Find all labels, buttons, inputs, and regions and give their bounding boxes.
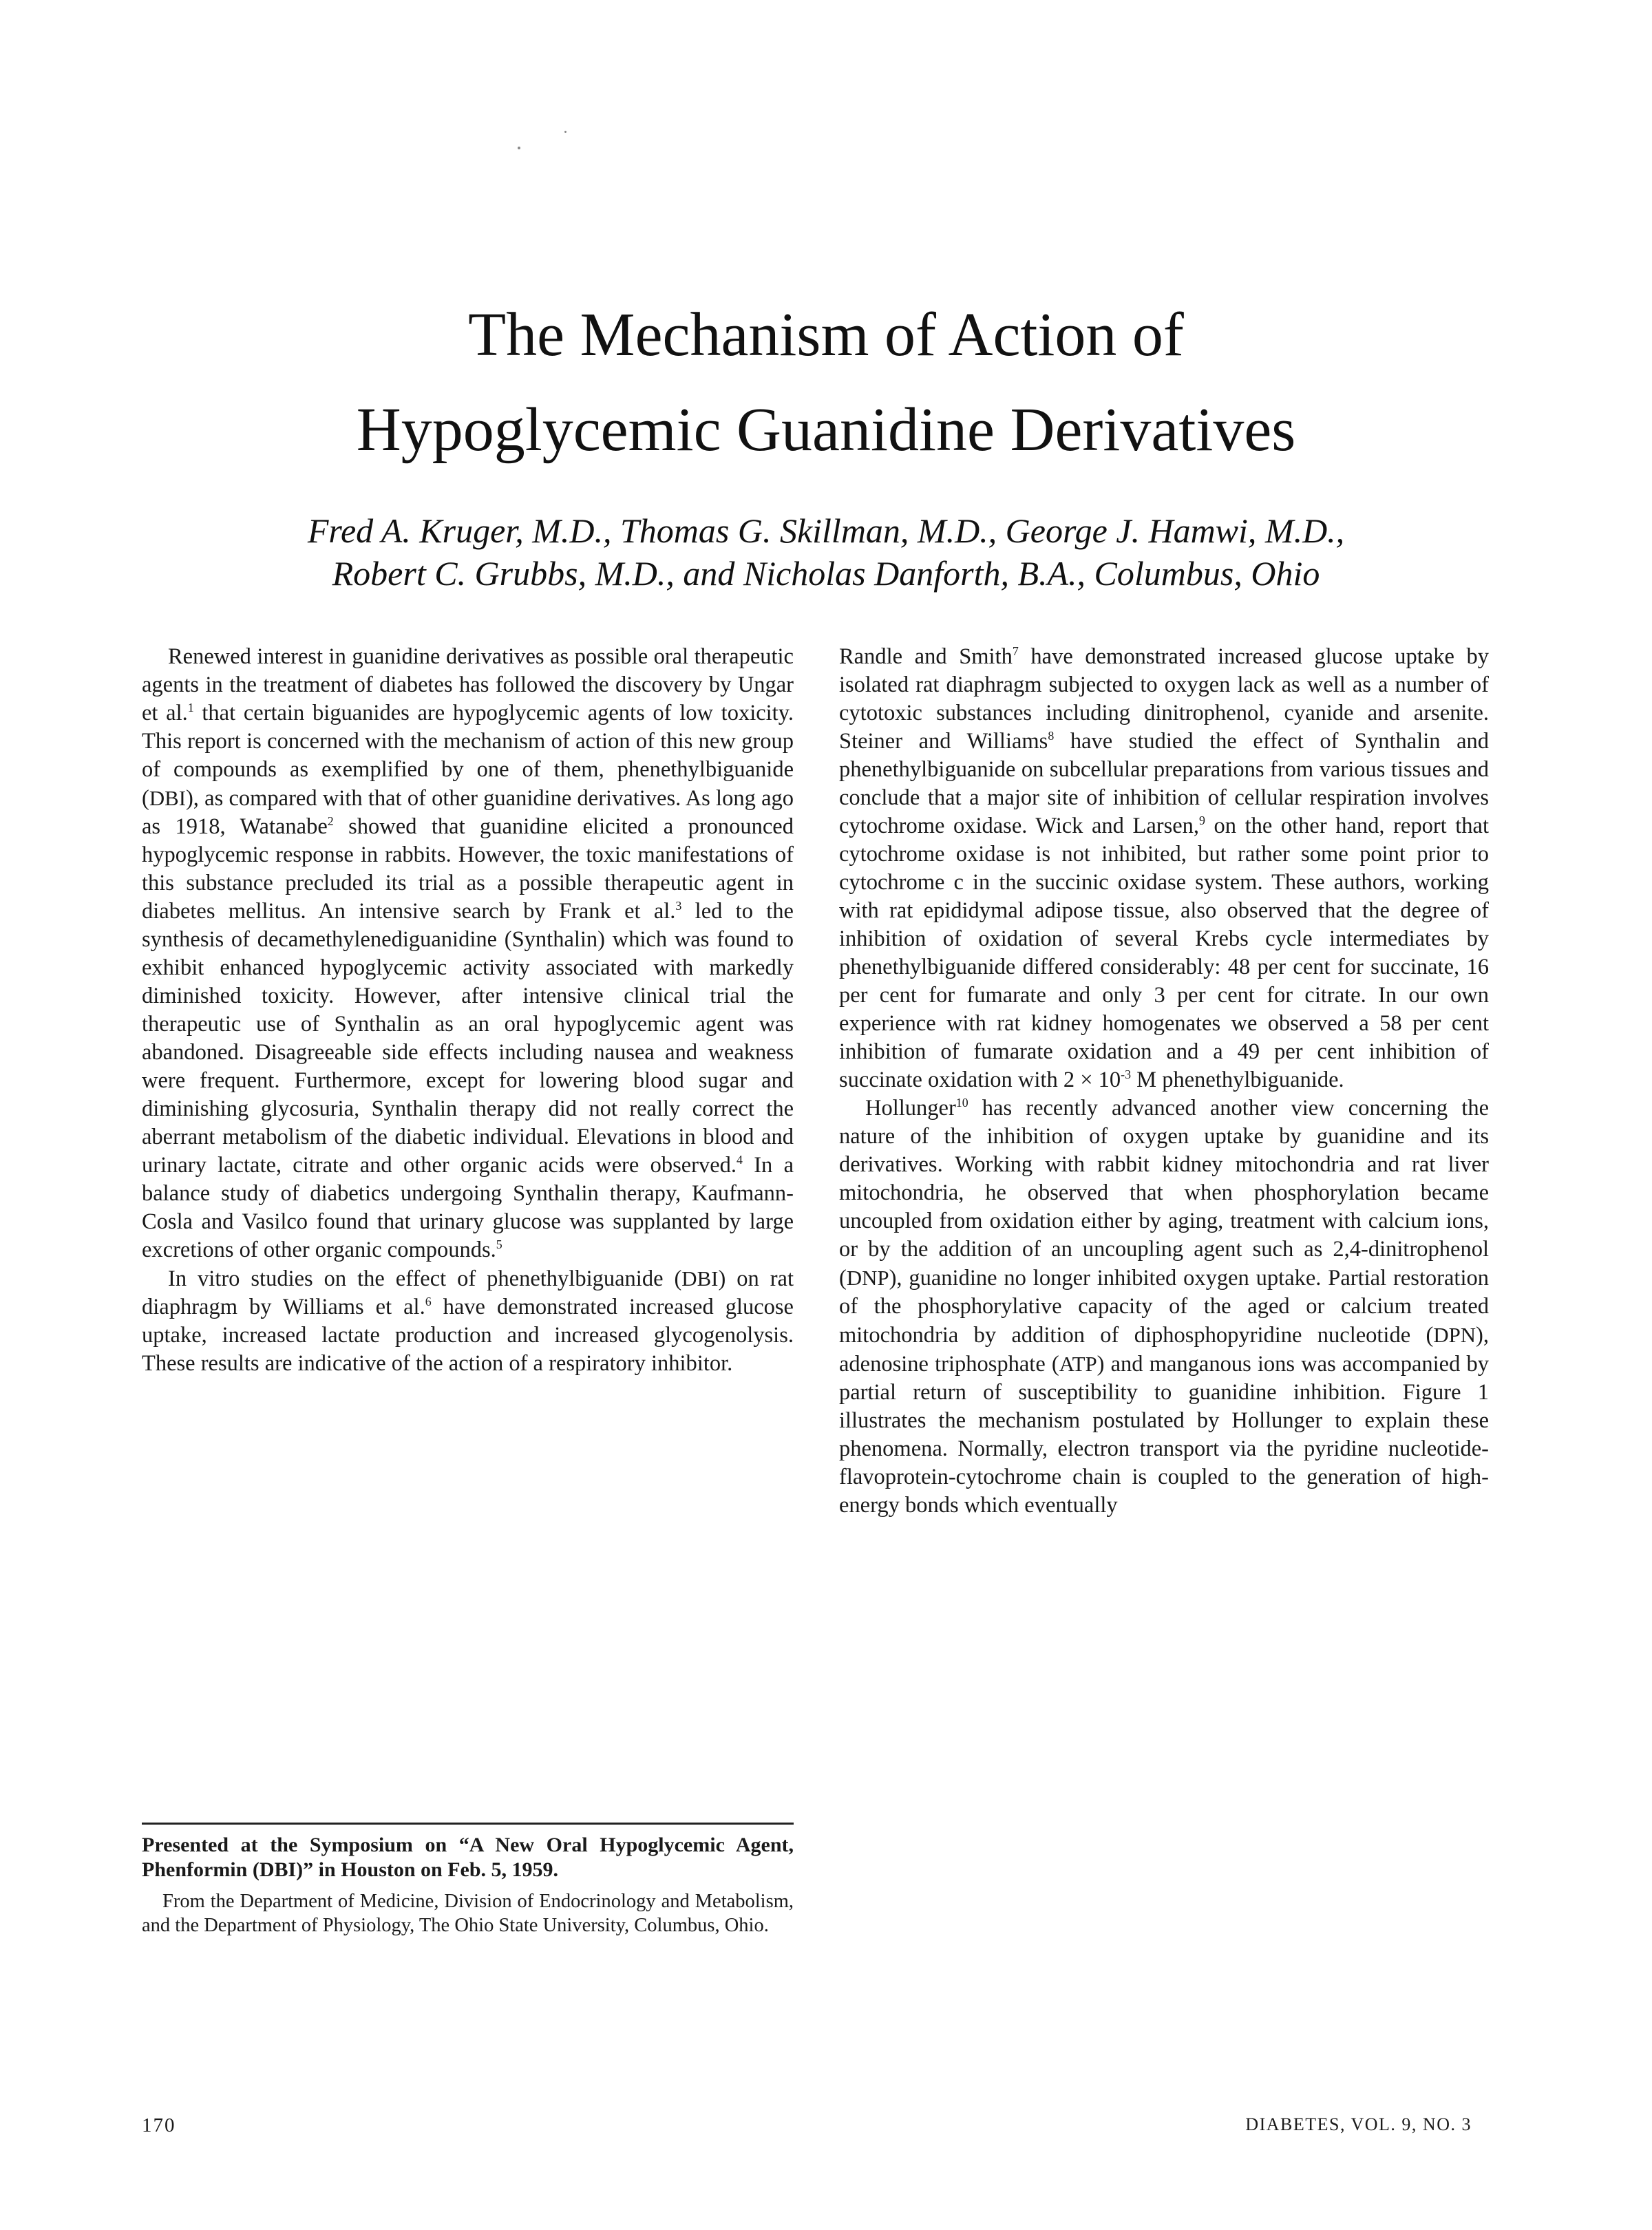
citation-ref: 1 [187, 701, 194, 715]
left-column [142, 643, 794, 1378]
footnote-presented: Presented at the Symposium on “A New Oral Hypoglycemic Agent, Phenformin (DBI)” in Houston on Feb. 5, 1959. [142, 1834, 794, 1881]
abbreviation: DBI [149, 786, 186, 810]
paragraph-in-vitro [142, 1264, 794, 1378]
text-run: ), as compared with that of other guanidine derivatives. As long ago as 1918, Watanabe [142, 786, 794, 839]
citation-ref: 9 [1199, 814, 1205, 828]
citation-ref: 4 [737, 1153, 743, 1167]
paragraph-continued [839, 643, 1489, 1094]
text-run: ), guanidine no longer inhibited oxygen uptake. Partial restoration of the phosphorylative capacity of the aged or calcium treated mitochondria by addition of diphosphopyridine nucleotide ( [839, 1266, 1489, 1348]
citation-ref: 3 [675, 899, 682, 913]
citation-ref: 2 [327, 814, 334, 829]
paragraph-hollunger [839, 1094, 1489, 1520]
abbreviation: DPN [1433, 1323, 1476, 1347]
text-run: showed that guanidine elicited a pronounced hypoglycemic response in rabbits. However, the toxic manifestations of this substance precluded its trial as a possible therapeutic agent in diabetes mellitus. An intensive search by Frank et al. [142, 814, 794, 924]
running-footer: DIABETES, VOL. 9, NO. 3 [1245, 2114, 1472, 2134]
text-run: Renewed interest in guanidine derivatives as possible oral therapeutic agents in the treatment of diabetes has followed the discovery by Ungar et al. [142, 644, 794, 725]
citation-ref: 5 [496, 1238, 502, 1252]
abbreviation: DBI [681, 1266, 719, 1291]
text-run: have demonstrated increased glucose uptake by isolated rat diaphragm subjected to oxygen lack as well as a number of cytotoxic substances including dinitrophenol, cyanide and arsenite. Steiner and Williams [839, 644, 1489, 754]
abbreviation: ATP [1059, 1352, 1097, 1376]
exponent: -3 [1121, 1068, 1132, 1082]
article-title [262, 288, 1390, 478]
text-run: ) and manganous ions was accompanied by partial return of susceptibility to guanidine inhibition. Figure 1 illustrates the mechanism postulated by Hollunger to explain these phenomena. Normally, electron transport via the pyridine nucleotide-flavoprotein-cytochrome chain is coupled to the generation of high-energy bonds which eventually [839, 1352, 1489, 1518]
text-run: ), adenosine triphosphate ( [839, 1323, 1489, 1377]
text-run: M phenethylbiguanide. [1131, 1068, 1344, 1092]
authors-line-2: Robert C. Grubbs, M.D., and Nicholas Danforth, B.A., Columbus, Ohio [332, 554, 1320, 593]
footnote [142, 1833, 794, 1937]
paragraph-intro [142, 643, 794, 1264]
abbreviation: DNP [846, 1266, 889, 1290]
citation-ref: 10 [955, 1096, 968, 1110]
text-run: Randle and Smith [839, 644, 1013, 669]
citation-ref: 6 [425, 1295, 432, 1309]
scan-speck [518, 147, 520, 149]
text-run: Hollunger [865, 1096, 956, 1121]
authors-line-1: Fred A. Kruger, M.D., Thomas G. Skillman, M.D., George J. Hamwi, M.D., [307, 511, 1345, 550]
text-run: led to the synthesis of decamethylenediguanidine (Synthalin) which was found to exhibit enhanced hypoglycemic activity associated with markedly diminished toxicity. However, after intensive clinical trial the therapeutic use of Synthalin as an oral hypoglycemic agent was abandoned. Disagreeable side effects including nausea and weakness were frequent. Furthermore, except for lowering blood sugar and diminishing glycosuria, Synthalin therapy did not really correct the aberrant metabolism of the diabetic individual. Elevations in blood and urinary lactate, citrate and other organic acids were observed. [142, 899, 794, 1178]
citation-ref: 7 [1012, 644, 1019, 659]
scan-speck [564, 131, 566, 133]
footnote-affiliation: From the Department of Medicine, Division of Endocrinology and Metabolism, and the Department of Physiology, The Ohio State University, Columbus, Ohio. [142, 1891, 794, 1936]
title-line-1: The Mechanism of Action of [468, 301, 1184, 369]
text-run: In a balance study of diabetics undergoing Synthalin therapy, Kaufmann-Cosla and Vasilco found that urinary glucose was supplanted by large excretions of other organic compounds. [142, 1153, 794, 1262]
author-byline [138, 509, 1514, 595]
text-run: ) on rat diaphragm by Williams et al. [142, 1266, 794, 1319]
citation-ref: 8 [1048, 729, 1055, 743]
text-run: have demonstrated increased glucose uptake, increased lactate production and increased glycogenolysis. These results are indicative of the action of a respiratory inhibitor. [142, 1295, 794, 1376]
text-run: that certain biguanides are hypoglycemic agents of low toxicity. This report is concerned with the mechanism of action of this new group of compounds as exemplified by one of them, phenethylbiguanide ( [142, 701, 794, 811]
text-run: on the other hand, report that cytochrome oxidase is not inhibited, but rather some point prior to cytochrome c in the succinic oxidase system. These authors, working with rat epididymal adipose tissue, also observed that the degree of inhibition of oxidation of several Krebs cycle intermediates by phenethylbiguanide differed considerably: 48 per cent for succinate, 16 per cent for fumarate and only 3 per cent for citrate. In our own experience with rat kidney homogenates we observed a 58 per cent inhibition of fumarate oxidation and a 49 per cent inhibition of succinate oxidation with 2 × 10 [839, 814, 1489, 1092]
text-run: has recently advanced another view concerning the nature of the inhibition of oxygen uptake by guanidine and its derivatives. Working with rabbit kidney mitochondria and rat liver mitochondria, he observed that when phosphorylation became uncoupled from oxidation either by aging, treatment with calcium ions, or by the addition of an uncoupling agent such as 2,4-dinitrophenol ( [839, 1096, 1489, 1291]
text-run: have studied the effect of Synthalin and phenethylbiguanide on subcellular preparations from various tissues and conclude that a major site of inhibition of cellular respiration involves cytochrome oxidase. Wick and Larsen, [839, 729, 1489, 838]
text-run: In vitro studies on the effect of phenethylbiguanide ( [168, 1266, 682, 1291]
title-line-2: Hypoglycemic Guanidine Derivatives [356, 396, 1296, 464]
footnote-divider [142, 1823, 794, 1825]
right-column [839, 643, 1489, 1520]
page-number: 170 [142, 2114, 176, 2136]
